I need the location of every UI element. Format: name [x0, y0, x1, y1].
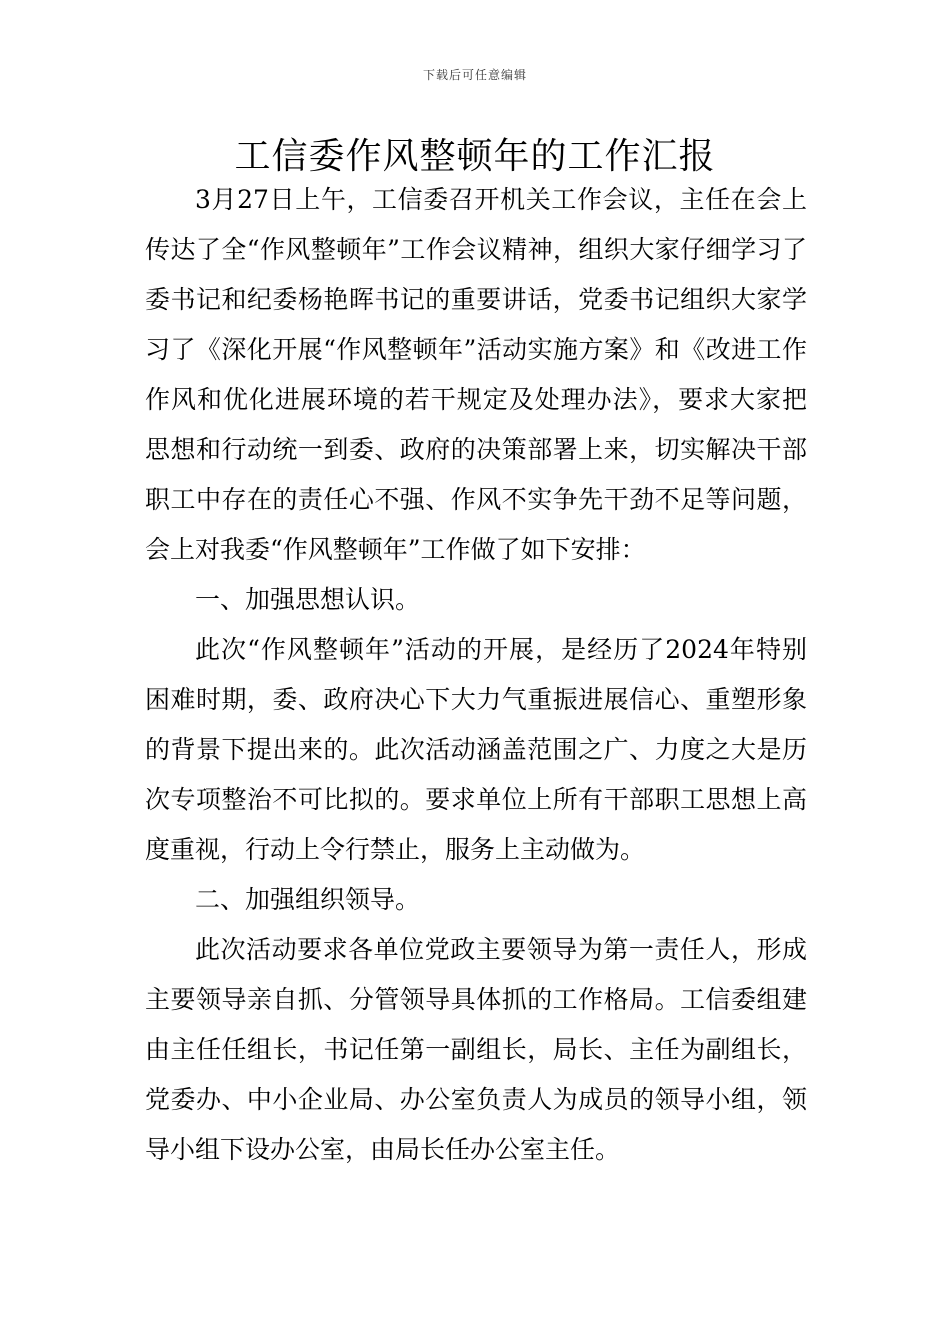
paragraph-section-1: 此次“作风整顿年”活动的开展，是经历了2024年特别困难时期，委、政府决心下大力气重振进展信心、重塑形象的背景下提出来的。此次活动涵盖范围之广、力度之大是历次专项整治不可比拟的。要求单位上所有干部职工思想上高度重视，行动上令行禁止，服务上主动做为。 [145, 635, 807, 864]
document-title: 工信委作风整顿年的工作汇报 [234, 136, 716, 177]
section-heading-1: 一、加强思想认识。 [195, 585, 421, 614]
document-body [145, 175, 807, 1175]
section-heading-2: 二、加强组织领导。 [195, 885, 421, 914]
paragraph-intro: 3月27日上午，工信委召开机关工作会议，主任在会上传达了全“作风整顿年”工作会议精神，组织大家仔细学习了委书记和纪委杨艳晖书记的重要讲话，党委书记组织大家学习了《深化开展“作风整顿年”活动实施方案》和《改进工作作风和优化进展环境的若干规定及处理办法》，要求大家把思想和行动统一到委、政府的决策部署上来，切实解决干部职工中存在的责任心不强、作风不实争先干劲不足等问题，会上对我委“作风整顿年”工作做了如下安排： [145, 185, 807, 564]
header-note: 下载后可任意编辑 [422, 68, 527, 82]
paragraph-section-2: 此次活动要求各单位党政主要领导为第一责任人，形成主要领导亲自抓、分管领导具体抓的工作格局。工信委组建由主任任组长，书记任第一副组长，局长、主任为副组长，党委办、中小企业局、办公室负责人为成员的领导小组，领导小组下设办公室，由局长任办公室主任。 [145, 935, 807, 1164]
